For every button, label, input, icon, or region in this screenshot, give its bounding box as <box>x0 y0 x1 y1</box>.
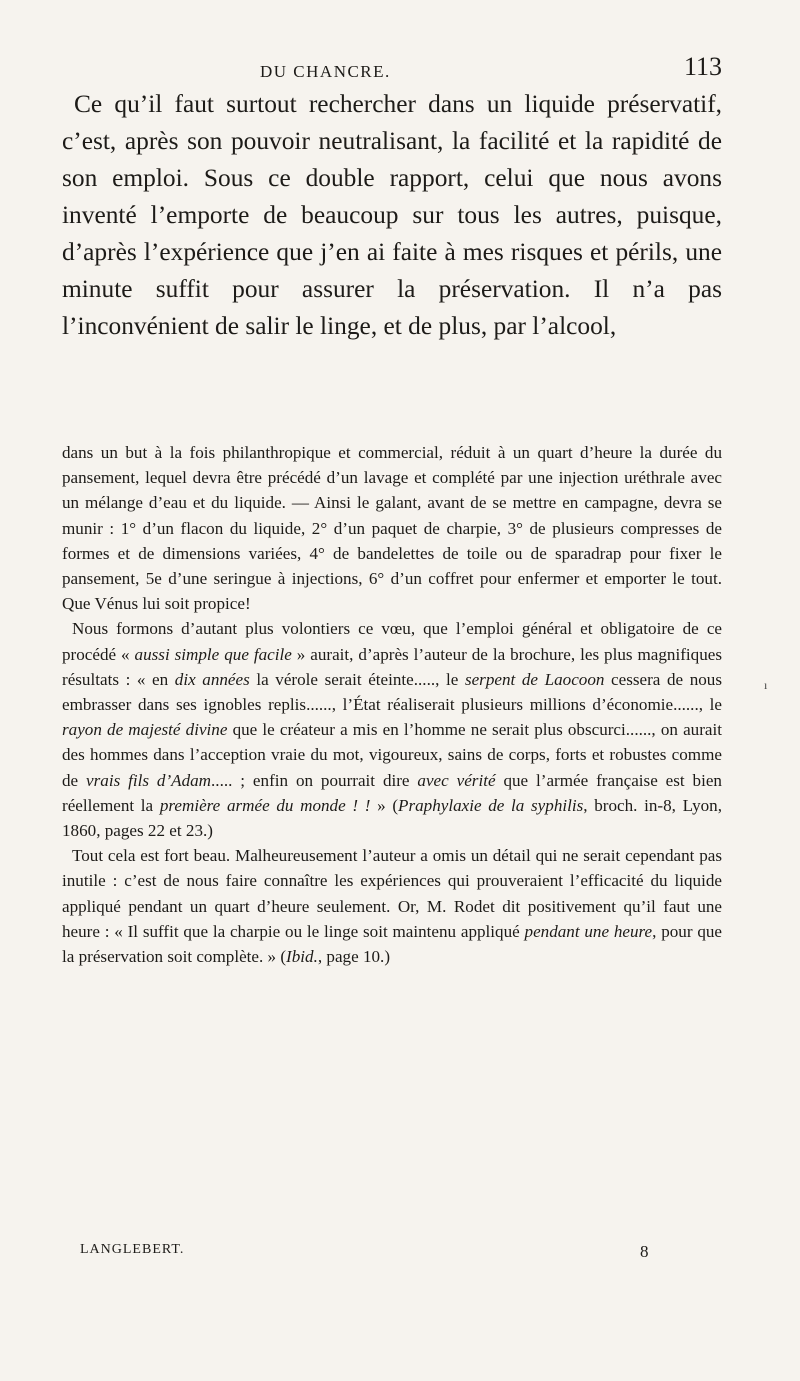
small-print-block <box>62 440 722 969</box>
italic-run: rayon de majesté divine <box>62 720 228 740</box>
text-run: Nous formons d’autant plus volontiers ce vœu, que l’emploi général et obligatoire de ce procédé « <box>62 619 722 664</box>
italic-run: aussi simple que facile <box>134 644 292 664</box>
quote-paragraph-1: dans un but à la fois philanthropique et commercial, réduit à un quart d’heure la durée du pansement, lequel devra être précédé d’un lavage et complété par une injection uréthrale avec un mélange d’eau et du liquide. — Ainsi le galant, avant de se mettre en campagne, devra se munir : 1° d’un flacon du liquide, 2° d’un paquet de charpie, 3° de plusieurs compresses de formes et de dimensions variées, 4° de bandelettes de toile ou de sparadrap pour fixer le pansement, 5e d’une seringue à injections, 6° d’un coffret pour enfermer et emporter le tout. Que Vénus lui soit propice! <box>62 443 722 614</box>
sheet-number: 8 <box>640 1242 649 1261</box>
italic-run: pendant une heure <box>524 921 653 941</box>
quote-paragraph-2 <box>62 616 722 843</box>
main-text <box>62 86 722 345</box>
page-footer <box>62 1242 662 1266</box>
italic-run: Praphylaxie de la syphilis <box>398 795 584 815</box>
italic-run: vrais fils d’Adam <box>86 770 212 790</box>
text-run: que l’armée française est bien réellement la <box>62 770 722 815</box>
text-run: que le créateur a mis en l’homme ne serait plus obscurci......, on aurait des hommes dans l’acception vraie du mot, vigoureux, sains de corps, forts et robustes comme de <box>62 720 722 790</box>
italic-run: avec vérité <box>417 770 496 790</box>
quote-paragraph-3 <box>62 843 722 969</box>
italic-run: première armée du monde ! ! <box>159 795 371 815</box>
italic-run: Ibid. <box>286 947 318 967</box>
text-run: la vérole serait éteinte....., le <box>249 669 465 689</box>
margin-mark: ı <box>764 678 768 692</box>
text-run: » aurait, d’après l’auteur de la brochure, les plus magnifiques résultats : « en <box>62 644 722 689</box>
printer-signature: LANGLEBERT. <box>80 1242 185 1257</box>
page-number: 113 <box>683 52 722 81</box>
text-run: ..... ; enfin on pourrait dire <box>211 770 418 790</box>
text-run: Tout cela est fort beau. Malheureusement l’auteur a omis un détail qui ne serait cependant pas inutile : c’est de nous faire connaître les expériences qui prouveraient l’efficacité du liquide appliqué pendant un quart d’heure seulement. Or, M. Rodet dit positivement qu’il faut une heure : « Il suffit que la charpie ou le linge soit maintenu appliqué <box>62 846 722 941</box>
running-title: DU CHANCRE. <box>260 62 391 81</box>
text-run: cessera de nous embrasser dans ses ignobles replis......, l’État réaliserait plusieurs millions d’économie......, le <box>62 669 722 715</box>
italic-run: serpent de Laocoon <box>464 669 605 689</box>
text-run: » ( <box>370 795 399 815</box>
italic-run: dix années <box>174 669 250 689</box>
text-run: , pour que la préservation soit complète. » ( <box>62 921 722 967</box>
main-paragraph: Ce qu’il faut surtout rechercher dans un liquide préservatif, c’est, après son pouvoir neutralisant, la facilité et la rapidité de son emploi. Sous ce double rapport, celui que nous avons inventé l’emporte de beaucoup sur tous les autres, puisque, d’après l’expérience que j’en ai faite à mes risques et périls, une minute suffit pour assurer la préservation. Il n’a pas l’inconvénient de salir le linge, et de plus, par l’alcool, <box>62 90 722 340</box>
running-head <box>62 52 722 86</box>
text-run: , broch. in-8, Lyon, 1860, pages 22 et 23.) <box>62 795 723 841</box>
book-page <box>62 0 722 1381</box>
text-run: , page 10.) <box>317 947 391 967</box>
